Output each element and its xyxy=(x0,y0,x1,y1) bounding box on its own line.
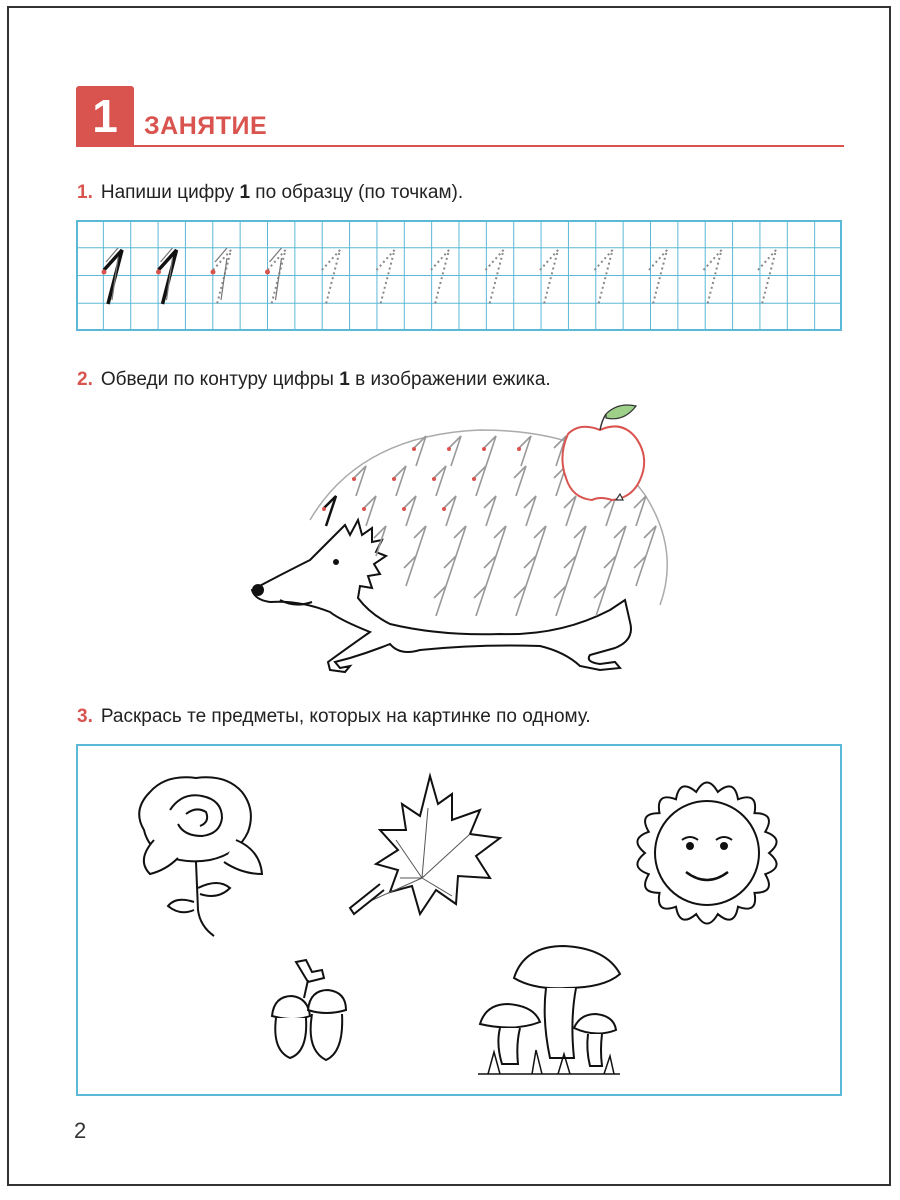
start-dot xyxy=(156,270,161,275)
start-dot xyxy=(517,447,521,451)
start-dot xyxy=(447,447,451,451)
start-dot xyxy=(392,477,396,481)
digit-one-trace xyxy=(431,250,449,304)
quill-one-trace xyxy=(449,436,461,466)
quill-one-trace xyxy=(564,496,576,526)
start-dot xyxy=(362,507,366,511)
task-digit: 1 xyxy=(339,369,350,390)
rose-icon[interactable] xyxy=(126,770,268,940)
hedgehog-eye xyxy=(333,559,339,565)
quill-one-trace xyxy=(604,556,616,586)
quill-one-trace xyxy=(524,496,536,526)
digit-one-trace xyxy=(649,250,667,304)
quill-one-trace xyxy=(594,586,606,616)
start-dot xyxy=(482,447,486,451)
task-number: 1. xyxy=(77,182,93,203)
quill-one-trace xyxy=(444,556,456,586)
quill-one-trace xyxy=(614,526,626,556)
quill-one-trace xyxy=(474,466,486,496)
hedgehog-body xyxy=(252,520,631,672)
quill-one-trace xyxy=(514,466,526,496)
task-text: Обведи по контуру цифры xyxy=(100,369,340,390)
hedgehog-icon[interactable] xyxy=(240,400,680,675)
quill-one-trace xyxy=(634,496,646,526)
quill-one-trace xyxy=(524,556,536,586)
digit-one-trace xyxy=(595,250,613,304)
quill-one-trace xyxy=(644,526,656,556)
task-3-instruction xyxy=(77,706,591,728)
task-text: Напиши цифру xyxy=(100,182,240,203)
quill-one-trace xyxy=(324,496,336,526)
quill-one-trace xyxy=(484,436,496,466)
quill-one-trace xyxy=(634,556,646,586)
start-dot xyxy=(322,507,326,511)
apple-icon xyxy=(562,405,644,500)
digit-one-trace xyxy=(758,250,776,304)
quill-one-trace xyxy=(484,496,496,526)
start-dot xyxy=(211,270,216,275)
start-dot xyxy=(472,477,476,481)
digit-one-trace xyxy=(486,250,504,304)
start-dot xyxy=(265,270,270,275)
quill-one-trace xyxy=(434,466,446,496)
task-number: 3. xyxy=(77,706,93,727)
start-dot xyxy=(432,477,436,481)
quill-one-trace xyxy=(454,526,466,556)
page-number: 2 xyxy=(74,1118,87,1143)
task-1-instruction xyxy=(77,182,463,204)
digit-one-trace xyxy=(704,250,722,304)
quill-one-trace xyxy=(444,496,456,526)
task-number: 2. xyxy=(77,369,93,390)
mushrooms-icon[interactable] xyxy=(474,940,624,1080)
lesson-header xyxy=(76,86,844,148)
hedgehog-nose xyxy=(252,584,264,596)
acorns-icon[interactable] xyxy=(264,958,354,1078)
quill-one-trace xyxy=(519,436,531,466)
quill-one-trace xyxy=(404,556,416,586)
lesson-divider xyxy=(76,145,844,147)
digit-one-trace xyxy=(540,250,558,304)
start-dot xyxy=(102,270,107,275)
lesson-title: ЗАНЯТИЕ xyxy=(144,112,268,140)
quill-one-trace xyxy=(574,526,586,556)
sun-icon[interactable] xyxy=(624,768,790,938)
quill-one-trace xyxy=(364,496,376,526)
digit-one-trace xyxy=(377,250,395,304)
task-text: по образцу (по точкам). xyxy=(250,182,464,203)
task-text: Раскрась те предметы, которых на картинке по одному. xyxy=(100,706,591,727)
start-dot xyxy=(412,447,416,451)
quill-one-trace xyxy=(564,556,576,586)
quill-one-trace xyxy=(414,526,426,556)
quill-one-trace xyxy=(554,586,566,616)
quill-one-trace xyxy=(514,586,526,616)
quill-one-trace xyxy=(494,526,506,556)
copy-grid[interactable] xyxy=(76,220,842,331)
quill-one-trace xyxy=(474,586,486,616)
quill-one-trace xyxy=(354,466,366,496)
start-dot xyxy=(442,507,446,511)
lesson-number: 1 xyxy=(76,86,134,146)
quill-one-trace xyxy=(534,526,546,556)
quill-one-trace xyxy=(404,496,416,526)
grid-lines xyxy=(76,220,842,331)
task-2-instruction xyxy=(77,369,551,391)
maple-leaf-icon[interactable] xyxy=(340,768,510,938)
digit-one-trace xyxy=(322,250,340,304)
task-text: в изображении ежика. xyxy=(349,369,551,390)
quill-one-trace xyxy=(394,466,406,496)
quill-one-trace xyxy=(434,586,446,616)
start-dot xyxy=(352,477,356,481)
task-digit: 1 xyxy=(239,182,251,203)
quill-one-trace xyxy=(484,556,496,586)
coloring-area xyxy=(76,744,842,1096)
start-dot xyxy=(402,507,406,511)
